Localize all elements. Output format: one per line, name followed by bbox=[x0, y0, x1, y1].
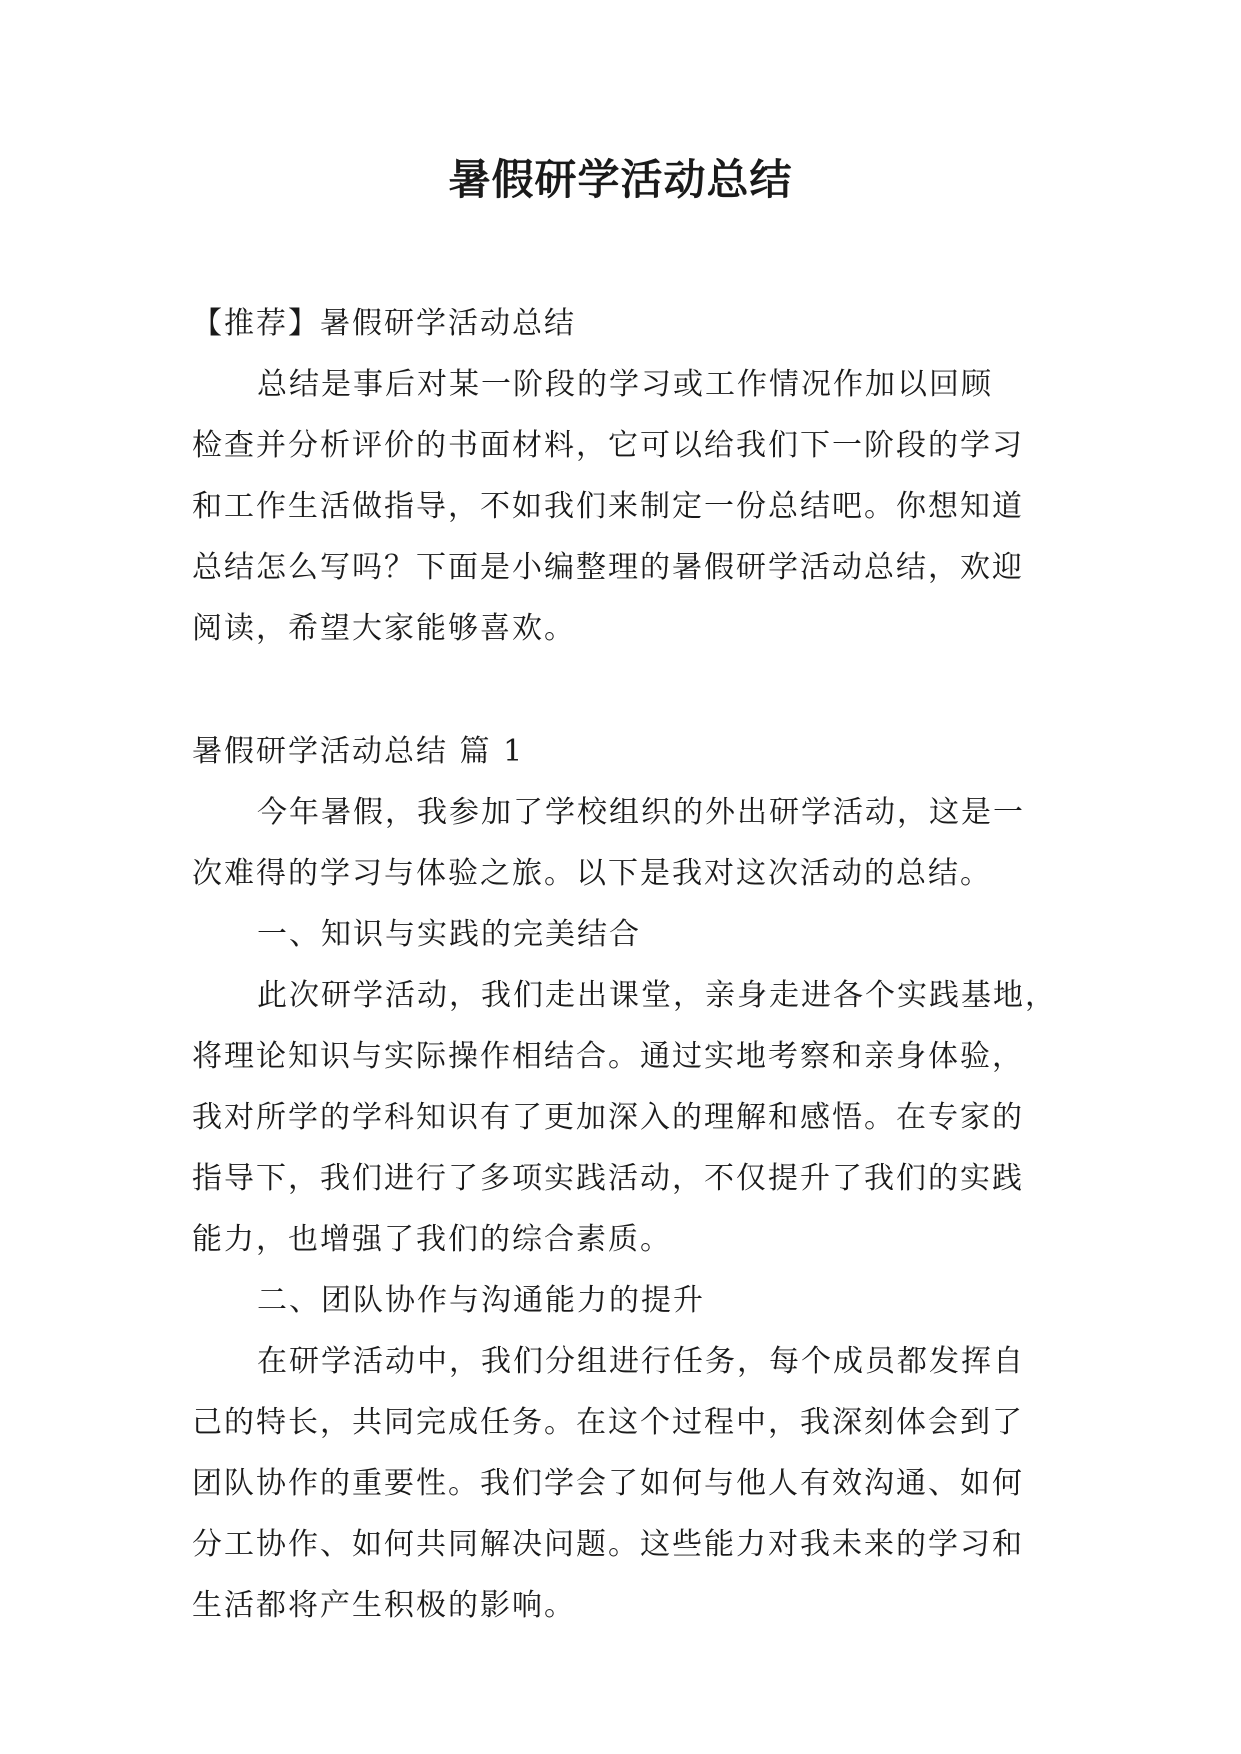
paragraph-line: 次难得的学习与体验之旅。以下是我对这次活动的总结。 bbox=[192, 856, 992, 891]
article-heading: 暑假研学活动总结 篇 1 bbox=[192, 734, 525, 769]
section-heading: 二、团队协作与沟通能力的提升 bbox=[257, 1283, 705, 1318]
paragraph-line: 今年暑假，我参加了学校组织的外出研学活动，这是一 bbox=[257, 795, 1025, 830]
paragraph-line: 生活都将产生积极的影响。 bbox=[192, 1588, 576, 1623]
paragraph-line: 在研学活动中，我们分组进行任务，每个成员都发挥自 bbox=[257, 1344, 1025, 1379]
document-title: 暑假研学活动总结 bbox=[448, 155, 793, 204]
section-heading: 一、知识与实践的完美结合 bbox=[257, 917, 641, 952]
paragraph-line: 我对所学的学科知识有了更加深入的理解和感悟。在专家的 bbox=[192, 1100, 1024, 1135]
paragraph-line: 能力，也增强了我们的综合素质。 bbox=[192, 1222, 672, 1257]
intro-paragraph-line: 和工作生活做指导，不如我们来制定一份总结吧。你想知道 bbox=[192, 489, 1024, 524]
paragraph-line: 分工协作、如何共同解决问题。这些能力对我未来的学习和 bbox=[192, 1527, 1024, 1562]
paragraph-line: 己的特长，共同完成任务。在这个过程中，我深刻体会到了 bbox=[192, 1405, 1024, 1440]
paragraph-line: 此次研学活动，我们走出课堂，亲身走进各个实践基地， bbox=[257, 978, 1057, 1013]
document-body bbox=[192, 293, 1057, 1636]
paragraph-line: 团队协作的重要性。我们学会了如何与他人有效沟通、如何 bbox=[192, 1466, 1024, 1501]
paragraph-line: 将理论知识与实际操作相结合。通过实地考察和亲身体验， bbox=[192, 1039, 1024, 1074]
recommend-heading: 【推荐】暑假研学活动总结 bbox=[192, 306, 576, 341]
paragraph-line: 指导下，我们进行了多项实践活动，不仅提升了我们的实践 bbox=[192, 1161, 1024, 1196]
intro-paragraph-line: 阅读，希望大家能够喜欢。 bbox=[192, 611, 576, 646]
intro-paragraph-line: 检查并分析评价的书面材料，它可以给我们下一阶段的学习 bbox=[192, 428, 1024, 463]
intro-paragraph-line: 总结是事后对某一阶段的学习或工作情况作加以回顾 bbox=[257, 367, 993, 402]
section-gap bbox=[192, 659, 1054, 721]
intro-paragraph-line: 总结怎么写吗？下面是小编整理的暑假研学活动总结，欢迎 bbox=[192, 550, 1024, 585]
